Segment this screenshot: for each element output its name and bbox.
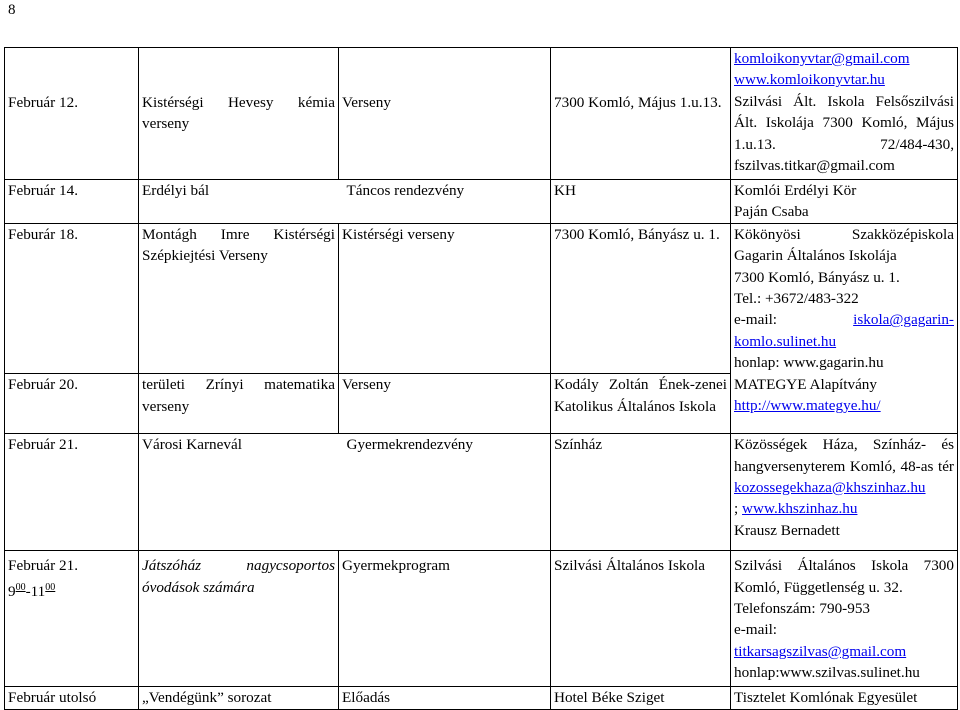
event-name: „Vendégünk” sorozat (139, 687, 339, 709)
event-name: Városi Karnevál (142, 436, 242, 454)
time-start: 9 (8, 582, 16, 600)
table-row (5, 434, 958, 551)
contact-line: Kökönyösi Szakközépiskola (734, 225, 954, 243)
event-contact: Tisztelet Komlónak Egyesület (731, 687, 958, 709)
contact-text: Szilvási Ált. Iskola Felsőszilvási Ált. Iskolája 7300 Komló, Május 1.u.13. 72/484-430, fszilvas.titkar@gmail.com (734, 92, 954, 175)
email-link[interactable]: komloikonyvtar@gmail.com (734, 50, 910, 67)
contact-phone: Telefonszám: 790-953 (734, 599, 871, 617)
separator: ; (734, 500, 743, 518)
event-name-type (139, 434, 551, 551)
event-place: Hotel Béke Sziget (551, 687, 731, 709)
contact-line: MATEGYE Alapítvány (734, 375, 877, 393)
time-start-minutes: 00 (15, 581, 26, 593)
event-place: 7300 Komló, Május 1.u.13. (551, 48, 731, 180)
event-name: területi Zrínyi matematika verseny (139, 374, 339, 434)
event-time (8, 577, 135, 602)
email-link[interactable]: titkarsagszilvas@gmail.com (734, 642, 907, 660)
table-row (5, 48, 958, 180)
event-date-cell (5, 551, 139, 687)
contact-name: Krausz Bernadett (734, 521, 840, 539)
event-contact (731, 48, 958, 180)
contact-line: 7300 Komló, Bányász u. 1. (734, 268, 900, 286)
event-name: Montágh Imre Kistérségi Szépkiejtési Verseny (139, 223, 339, 373)
events-table (4, 47, 958, 710)
contact-web: honlap:www.szilvas.sulinet.hu (734, 664, 920, 682)
email-link[interactable]: iskola@gagarin- (853, 311, 954, 329)
contact-line: Gagarin Általános Iskolája (734, 247, 897, 265)
event-contact (731, 551, 958, 687)
event-date: Február 14. (5, 180, 139, 224)
event-place: 7300 Komló, Bányász u. 1. (551, 223, 731, 373)
event-name: Játszóház nagycsoportos óvodások számára (139, 551, 339, 687)
contact-text: Közösségek Háza, Színház- és hangversenyterem Komló, 48-as tér (734, 436, 954, 475)
event-contact (731, 180, 958, 224)
event-place: Szilvási Általános Iskola (551, 551, 731, 687)
event-type: Előadás (339, 687, 551, 709)
event-contact (731, 374, 958, 434)
event-type: Kistérségi verseny (339, 223, 551, 373)
time-end: -11 (25, 582, 46, 600)
event-date: Február utolsó (5, 687, 139, 709)
page-number: 8 (8, 2, 16, 18)
website-link[interactable]: www.komloikonyvtar.hu (734, 71, 885, 89)
table-row (5, 374, 958, 434)
contact-email-row (734, 309, 954, 330)
event-type: Verseny (339, 374, 551, 434)
event-date: Február 12. (5, 48, 139, 180)
event-date: Február 20. (5, 374, 139, 434)
event-contact (731, 434, 958, 551)
event-type: Gyermekrendezvény (346, 436, 473, 454)
email-link[interactable]: kozossegekhaza@khszinhaz.hu (734, 478, 926, 496)
email-label: e-mail: (734, 621, 778, 639)
event-contact (731, 223, 958, 373)
event-date: Feburár 18. (5, 223, 139, 373)
contact-web: honlap: www.gagarin.hu (734, 354, 884, 372)
event-type: Táncos rendezvény (346, 182, 465, 199)
event-type: Verseny (339, 48, 551, 180)
email-link-cont[interactable]: komlo.sulinet.hu (734, 332, 837, 350)
table-row (5, 223, 958, 373)
event-name: Kistérségi Hevesy kémia verseny (139, 48, 339, 180)
table-row (5, 180, 958, 224)
event-type: Gyermekprogram (339, 551, 551, 687)
website-link[interactable]: http://www.mategye.hu/ (734, 397, 881, 415)
contact-line: Komlói Erdélyi Kör (734, 182, 857, 199)
event-place: Színház (551, 434, 731, 551)
contact-links-row (734, 498, 954, 519)
email-label: e-mail: (734, 311, 778, 329)
table-row (5, 551, 958, 687)
table-row (5, 687, 958, 709)
time-end-minutes: 00 (45, 581, 56, 593)
website-link[interactable]: www.khszinhaz.hu (742, 500, 858, 518)
event-place: Kodály Zoltán Ének-zenei Katolikus Általános Iskola (551, 374, 731, 434)
event-name-type (139, 180, 551, 224)
event-date: Február 21. (8, 557, 79, 575)
event-name: Erdélyi bál (142, 182, 210, 199)
contact-line: Paján Csaba (734, 203, 809, 221)
event-place: KH (551, 180, 731, 224)
event-date: Február 21. (5, 434, 139, 551)
contact-text: Szilvási Általános Iskola 7300 Komló, Függetlenség u. 32. (734, 557, 954, 596)
contact-line: Tel.: +3672/483-322 (734, 290, 859, 308)
